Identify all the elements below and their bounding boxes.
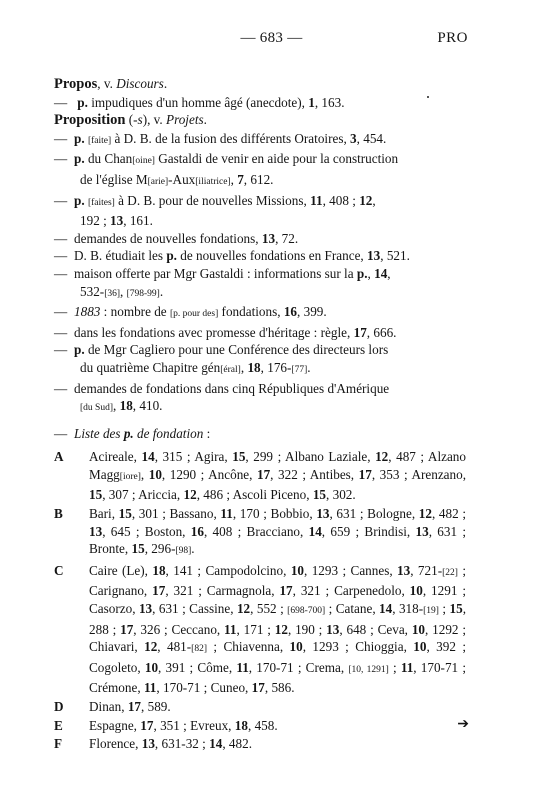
group-letter: D	[54, 699, 64, 714]
group-letter: B	[54, 506, 63, 522]
index-entry: — 1883 : nombre de [p. pour des] fondations, 16, 399.	[54, 304, 327, 320]
letter-groups	[54, 448, 466, 753]
headword: Proposition	[54, 112, 126, 129]
list-heading: — Liste des p. de fondation :	[54, 425, 211, 441]
group-letter: F	[54, 736, 63, 752]
index-entry: — demandes de nouvelles fondations, 13, 72.	[54, 230, 299, 246]
group-letter: A	[54, 449, 64, 465]
index-entry: — p. du Chan[oine] Gastaldi de venir en aide pour la construction de l'église M[arie]-Aux[iliatrice], 7, 612.	[54, 151, 399, 187]
index-entry: — D. B. étudiait les p. de nouvelles fondations en France, 13, 521.	[54, 248, 410, 264]
letter-group-f: F Florence, 13, 631-32 ; 14, 482.	[54, 736, 252, 752]
letter-group-d: D Dinan, 17, 589.	[54, 699, 171, 714]
letter-group-e: E Espagne, 17, 351 ; Evreux, 18, 458.	[54, 717, 278, 733]
see-target: Projets	[166, 112, 204, 128]
see-target: Discours	[116, 76, 164, 91]
continue-arrow-icon: ➔	[457, 717, 469, 732]
index-entry: — p. de Mgr Cagliero pour une Conférence des directeurs lors du quatrième Chapitre gén[éral], 18, 176-[77].	[54, 342, 389, 375]
group-letter: E	[54, 717, 63, 733]
index-body	[54, 75, 466, 754]
group-letter: C	[54, 562, 64, 578]
letter-group-c: C Caire (Le), 18, 141 ; Campodolcino, 10, 1293 ; Cannes, 13, 721-[22] ; Carignano, 17, 321 ; Carmagnola, 17, 321 ; Carpenedolo, 10, 1291 ; Casorzo, 13, 631 ; Cassine, 12, 552 ; [698-700] ; Catane, 14, 318-[19] ; 15, 288 ; 17, 326 ; Ceccano, 11, 171 ; 12, 190 ; 13, 648 ; Ceva, 10, 1292 ; Chiavari, 12, 481-[82] ; Chiavenna, 10, 1293 ; Chioggia, 10, 392 ; Cogoleto, 10, 391 ; Côme, 11, 170-71 ; Crema, [10, 1291] ; 11, 170-71 ; Crémone, 11, 170-71 ; Cuneo, 17, 586.	[54, 562, 467, 696]
index-entry: — p. [faites] à D. B. pour de nouvelles Missions, 11, 408 ; 12, 192 ; 13, 161.	[54, 192, 376, 229]
index-entry: — p. impudiques d'un homme âgé (anecdote), 1, 163.	[54, 94, 345, 110]
headword-propos: Propos, v. Discours.	[54, 76, 168, 92]
index-entry: — demandes de fondations dans cinq Républiques d'Amérique [du Sud], 18, 410.	[54, 380, 390, 414]
letter-group-a: A Acireale, 14, 315 ; Agira, 15, 299 ; Albano Laziale, 12, 487 ; Alzano Magg[iore], 10, 1290 ; Ancône, 17, 322 ; Antibes, 17, 353 ; Arenzano, 15, 307 ; Ariccia, 12, 486 ; Ascoli Piceno, 15, 302.	[54, 449, 467, 503]
letter-group-b: B Bari, 15, 301 ; Bassano, 11, 170 ; Bobbio, 13, 631 ; Bologne, 12, 482 ; 13, 645 ; Boston, 16, 408 ; Bracciano, 14, 659 ; Brindisi, 13, 631 ; Bronte, 15, 296-[98].	[54, 506, 467, 557]
see-prefix: , v.	[97, 76, 117, 91]
index-entry: — dans les fondations avec promesse d'héritage : règle, 17, 666.	[54, 324, 397, 340]
page-number: — 683 —	[240, 30, 303, 46]
index-entry: — p. [faite] à D. B. de la fusion des différents Oratoires, 3, 454.	[54, 130, 387, 146]
headword: Propos	[54, 76, 98, 92]
running-head-abbrev: PRO	[437, 30, 468, 46]
headword-proposition: Proposition (-s), v. Projets.	[54, 112, 207, 129]
index-entry: — maison offerte par Mgr Gastaldi : informations sur la p., 14, 532-[36], [798-99].	[54, 265, 391, 299]
